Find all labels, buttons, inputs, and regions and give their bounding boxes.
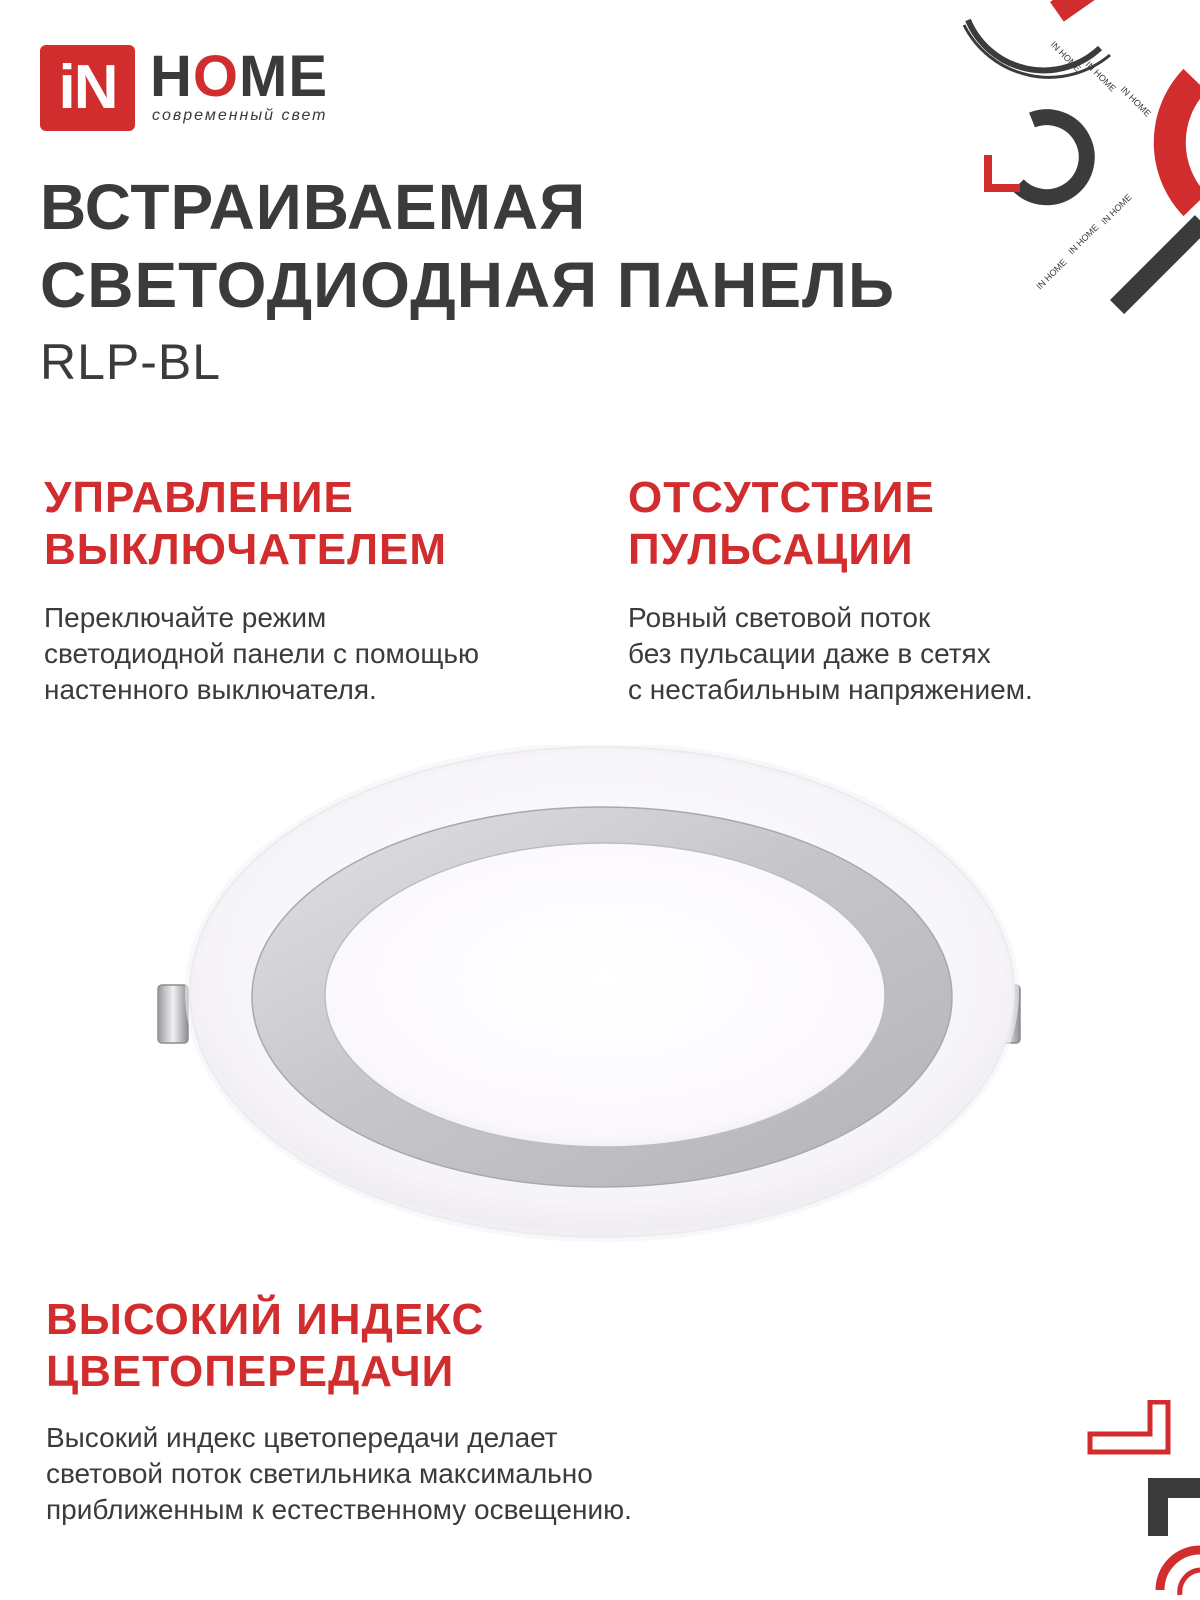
- feature-description: [628, 600, 1188, 708]
- feature-heading: [46, 1294, 946, 1398]
- page-title: [40, 168, 1000, 324]
- feature-heading: [628, 472, 1188, 576]
- brand-logo-in: iN: [40, 45, 135, 131]
- feature-text-line: без пульсации даже в сетях: [628, 638, 991, 669]
- pattern-label-1: IN HOME: [1048, 39, 1083, 74]
- feature-text-line: настенного выключателя.: [44, 674, 377, 705]
- pattern-label-5: IN HOME: [1066, 222, 1101, 257]
- feature-heading-line: УПРАВЛЕНИЕ: [44, 473, 354, 522]
- feature-switch-control: [44, 472, 604, 708]
- feature-text-line: Ровный световой поток: [628, 602, 931, 633]
- feature-heading: [44, 472, 604, 576]
- title-line-1: ВСТРАИВАЕМАЯ: [40, 171, 587, 243]
- feature-heading-line: ПУЛЬСАЦИИ: [628, 525, 914, 574]
- brand-tagline: современный свет: [152, 107, 328, 124]
- pattern-label-2: IN HOME: [1083, 59, 1118, 94]
- logo-h: H: [150, 44, 193, 109]
- pattern-label-6: IN HOME: [1099, 192, 1134, 227]
- model-code: RLP-BL: [40, 334, 222, 390]
- feature-heading-line: ЦВЕТОПЕРЕДАЧИ: [46, 1347, 455, 1396]
- feature-heading-line: ОТСУТСТВИЕ: [628, 473, 935, 522]
- feature-text-line: с нестабильным напряжением.: [628, 674, 1033, 705]
- feature-high-cri: [46, 1294, 946, 1528]
- brand-logo-home: [150, 42, 328, 112]
- feature-text-line: приближенным к естественному освещению.: [46, 1494, 632, 1525]
- feature-heading-line: ВЫСОКИЙ ИНДЕКС: [46, 1295, 485, 1344]
- logo-me: ME: [239, 44, 329, 109]
- logo-house-o: O: [192, 44, 240, 109]
- title-line-2: СВЕТОДИОДНАЯ ПАНЕЛЬ: [40, 249, 895, 321]
- feature-description: [46, 1420, 946, 1528]
- pattern-label-3: IN HOME: [1118, 84, 1153, 119]
- feature-heading-line: ВЫКЛЮЧАТЕЛЕМ: [44, 525, 447, 574]
- feature-text-line: Высокий индекс цветопередачи делает: [46, 1422, 558, 1453]
- feature-description: [44, 600, 604, 708]
- pattern-label-4: IN HOME: [1034, 257, 1069, 292]
- feature-text-line: Переключайте режим: [44, 602, 327, 633]
- feature-no-flicker: [628, 472, 1188, 708]
- decorative-pattern-bottom: [1040, 1400, 1200, 1600]
- led-panel-product-image: [150, 745, 1050, 1265]
- feature-text-line: светодиодной панели с помощью: [44, 638, 479, 669]
- feature-text-line: световой поток светильника максимально: [46, 1458, 593, 1489]
